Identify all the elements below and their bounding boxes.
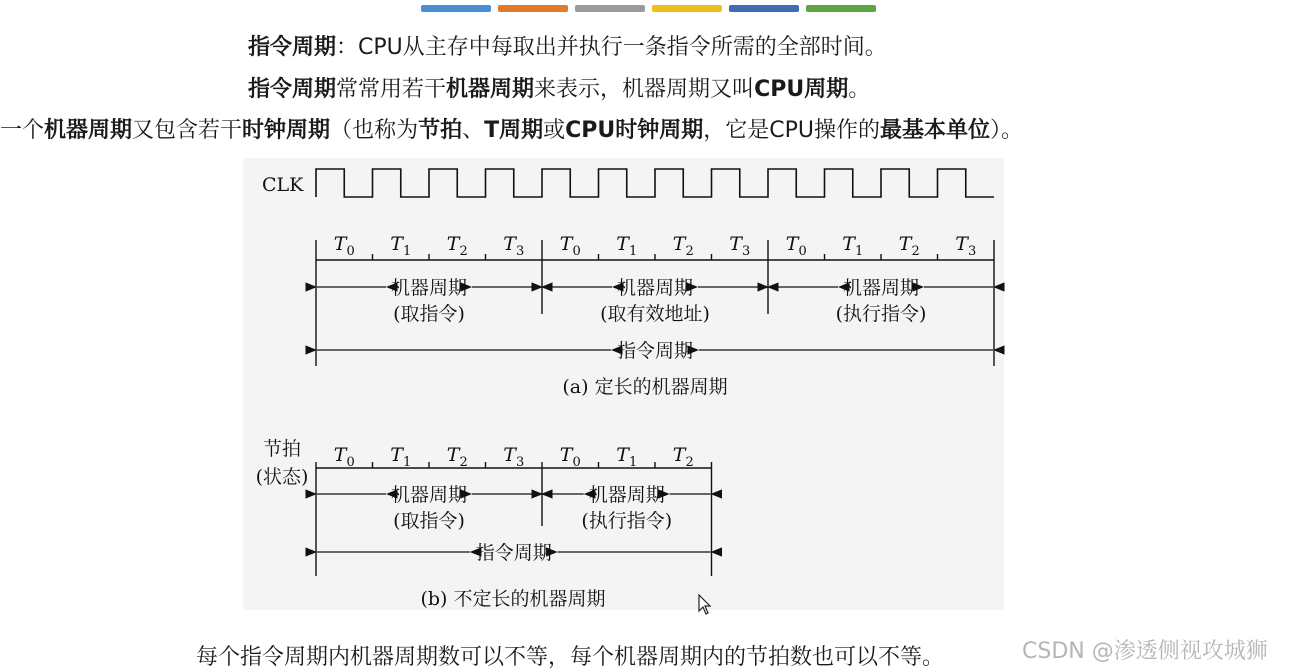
machine-cycle-label-a: 机器周期: [616, 277, 694, 299]
t-label-b: $T_0$: [559, 444, 581, 470]
t-label-b: $T_1$: [616, 444, 638, 470]
line1-segment: 指令周期: [248, 35, 337, 60]
t-label-b: $T_3$: [503, 444, 525, 470]
line2-segment: 。: [848, 77, 871, 102]
machine-cycle-label-a: 机器周期: [390, 277, 468, 299]
t-label-b: $T_1$: [390, 444, 412, 470]
line3-segment: ）。: [990, 118, 1024, 143]
machine-cycle-sub-b: (取指令): [393, 510, 465, 532]
t-label-b: $T_2$: [446, 444, 468, 470]
line1-segment: ：CPU从主存中每取出并执行一条指令所需的全部时间。: [336, 35, 887, 60]
t-label-a: $T_2$: [672, 233, 694, 259]
line2-segment: 指令周期: [248, 77, 337, 102]
line3-segment: 时钟周期: [242, 118, 331, 143]
machine-cycle-label-a: 机器周期: [842, 277, 920, 299]
t-label-a: $T_2$: [446, 233, 468, 259]
machine-cycle-sub-b: (执行指令): [581, 510, 673, 532]
machine-cycle-sub-a: (执行指令): [835, 303, 927, 325]
t-label-b: $T_2$: [672, 444, 694, 470]
bottom-summary: 每个指令周期内机器周期数可以不等，每个机器周期内的节拍数也可以不等。: [196, 645, 945, 670]
t-label-a: $T_2$: [898, 233, 920, 259]
beat-label: 节拍: [262, 438, 302, 460]
t-label-a: $T_0$: [559, 233, 581, 259]
t-label-a: $T_3$: [955, 233, 977, 259]
line3-segment: （也称为: [330, 118, 419, 143]
machine-cycle-sub-a: (取指令): [393, 303, 465, 325]
caption-a: (a) 定长的机器周期: [562, 376, 728, 398]
line2-segment: 机器周期: [446, 77, 535, 102]
clk-waveform: [316, 169, 994, 197]
line3-segment: 一个: [0, 118, 45, 143]
state-label: (状态): [255, 466, 309, 488]
t-label-a: $T_1$: [842, 233, 864, 259]
clk-label: CLK: [262, 174, 304, 196]
line3-segment: 节拍: [418, 118, 463, 143]
line3-segment: 又包含若干: [132, 118, 243, 143]
t-label-a: $T_3$: [503, 233, 525, 259]
machine-cycle-label-b: 机器周期: [588, 484, 665, 506]
line2-segment: 来表示，机器周期又叫: [534, 77, 755, 102]
mouse-pointer-icon: [698, 594, 714, 616]
instruction-cycle-label-a: 指令周期: [616, 340, 694, 362]
line3-segment: 机器周期: [44, 118, 133, 143]
line3-segment: 最基本单位: [880, 118, 991, 143]
line3-segment: T周期: [484, 118, 544, 143]
line3-segment: ，它是CPU操作的: [703, 118, 881, 143]
watermark: CSDN @渗透侧视攻城狮: [1022, 639, 1268, 664]
line3-segment: 或: [543, 118, 566, 143]
instruction-cycle-label-b: 指令周期: [475, 542, 552, 564]
line2-segment: CPU周期: [754, 77, 849, 102]
caption-b: (b) 不定长的机器周期: [420, 588, 606, 610]
line2-segment: 常常用若干: [336, 77, 447, 102]
t-label-a: $T_1$: [390, 233, 412, 259]
t-label-a: $T_1$: [616, 233, 638, 259]
line3-segment: 、: [462, 118, 485, 143]
t-label-a: $T_0$: [785, 233, 807, 259]
line3-segment: CPU时钟周期: [565, 118, 704, 143]
t-label-a: $T_0$: [333, 233, 355, 259]
t-label-a: $T_3$: [729, 233, 751, 259]
machine-cycle-label-b: 机器周期: [390, 484, 468, 506]
machine-cycle-sub-a: (取有效地址): [600, 303, 710, 325]
t-label-b: $T_0$: [333, 444, 355, 470]
